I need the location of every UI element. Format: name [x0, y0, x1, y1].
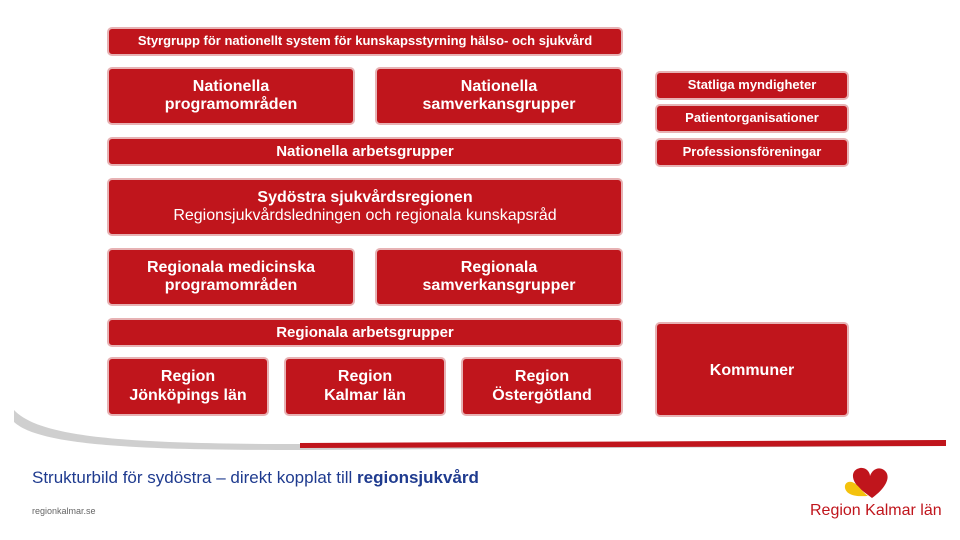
regional-working-groups-label: Regionala arbetsgrupper: [276, 323, 454, 341]
national-collaboration-groups-line1: Nationella: [460, 77, 538, 95]
national-collaboration-groups-line2: samverkansgrupper: [422, 96, 576, 113]
southeast-region-box: [107, 178, 623, 236]
slide-caption: [32, 468, 479, 488]
municipalities-label: Kommuner: [709, 362, 795, 379]
regional-medical-program-areas-line1: Regionala medicinska: [146, 258, 316, 276]
logo-text: Region Kalmar län: [810, 502, 942, 519]
region-jonkoping-line1: Region: [160, 368, 216, 386]
patient-organisations-label: Patientorganisationer: [685, 110, 819, 126]
regional-working-groups-box: [107, 318, 623, 347]
regional-medical-program-areas-box: [107, 248, 355, 306]
regional-collaboration-groups-line1: Regionala: [460, 258, 538, 276]
slide-caption-bold: regionsjukvård: [357, 468, 479, 487]
professional-associations-label: Professionsföreningar: [682, 144, 822, 160]
region-ostergotland-line2: Östergötland: [492, 386, 592, 404]
government-agencies-label: Statliga myndigheter: [687, 77, 817, 93]
steering-group-label: Styrgrupp för nationellt system för kunskapsstyrning hälso- och sjukvård: [137, 33, 593, 49]
national-program-areas-line1: Nationella: [192, 77, 270, 95]
region-jonkoping-line2: Jönköpings län: [129, 386, 247, 404]
slide-caption-plain: Strukturbild för sydöstra – direkt kopplat till: [32, 468, 358, 487]
southeast-region-line2: Regionsjukvårdsledningen och regionala kunskapsråd: [173, 207, 557, 224]
region-kalmar-line1: Region: [337, 368, 393, 386]
national-collaboration-groups-box: [375, 67, 623, 125]
regional-medical-program-areas-line2: programområden: [164, 277, 298, 294]
national-working-groups-box: [107, 137, 623, 166]
region-kalmar-line2: Kalmar län: [324, 386, 406, 404]
patient-organisations-box: [655, 104, 849, 133]
professional-associations-box: [655, 138, 849, 167]
national-program-areas-line2: programområden: [164, 96, 298, 113]
national-working-groups-label: Nationella arbetsgrupper: [276, 142, 454, 160]
national-program-areas-box: [107, 67, 355, 125]
footer-url: regionkalmar.se: [32, 506, 96, 516]
southeast-region-line1: Sydöstra sjukvårdsregionen: [257, 188, 473, 206]
regional-collaboration-groups-box: [375, 248, 623, 306]
government-agencies-box: [655, 71, 849, 100]
steering-group-box: [107, 27, 623, 56]
footer-swoosh-decoration: [0, 400, 960, 460]
region-ostergotland-line1: Region: [514, 368, 570, 386]
regional-collaboration-groups-line2: samverkansgrupper: [422, 277, 576, 294]
